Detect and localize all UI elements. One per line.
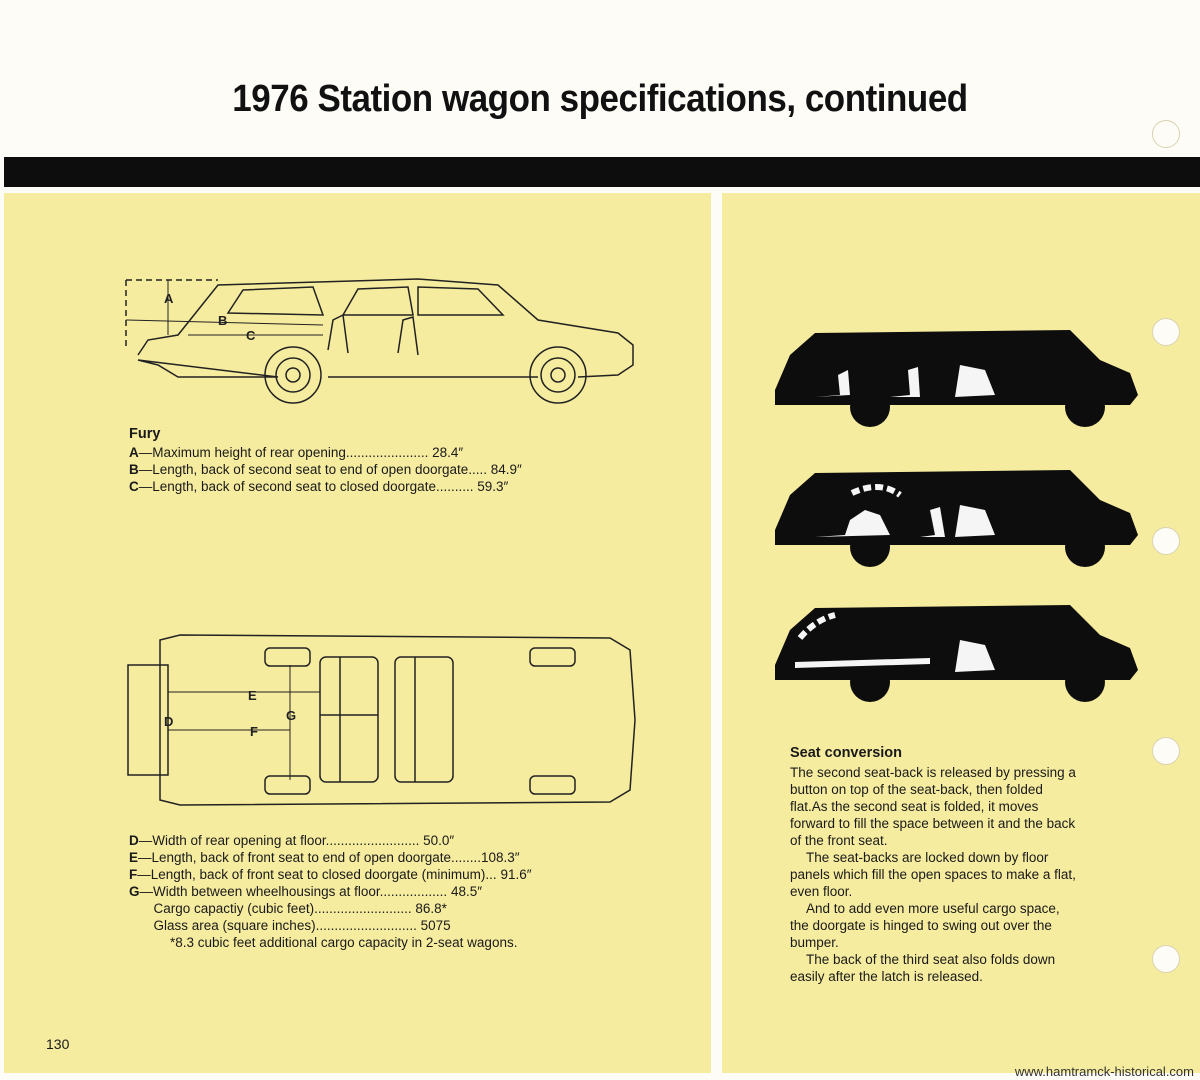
binder-hole-1 [1152,120,1180,148]
top-view-diagram [120,630,650,810]
page-title: 1976 Station wagon specifications, continued [232,78,968,120]
side-label-c: C [246,328,256,343]
top-label-e: E [248,688,257,703]
silhouette-2 [770,465,1142,575]
silhouette-1 [770,325,1142,435]
seat-paragraph-4: The back of the third seat also folds down easily after the latch is released. [790,952,1056,984]
header-bar [4,157,1200,187]
spec-f: F—Length, back of front seat to closed doorgate (minimum)... 91.6″ [129,867,532,882]
spec-b: B—Length, back of second seat to end of open doorgate..... 84.9″ [129,462,522,477]
footnote: *8.3 cubic feet additional cargo capacity in 2-seat wagons. [170,935,518,950]
spec-c: C—Length, back of second seat to closed doorgate.......... 59.3″ [129,479,509,494]
seat-paragraph-1: The second seat-back is released by pressing a button on top of the seat-back, then folded flat.As the second seat is folded, it moves forward to fill the space between it and the back of the front seat. [790,765,1076,848]
silhouette-3 [770,600,1142,710]
side-label-b: B [218,313,228,328]
side-view-diagram [118,265,648,415]
spec-glass: Glass area (square inches)........................... 5075 [146,918,451,933]
seat-conversion-heading: Seat conversion [790,745,903,761]
top-label-g: G [286,708,297,723]
top-label-d: D [164,714,174,729]
spec-d: D—Width of rear opening at floor......................... 50.0″ [129,833,455,848]
spec-cargo: Cargo capactiy (cubic feet).......................... 86.8* [146,901,447,916]
side-label-a: A [164,291,174,306]
top-label-f: F [250,724,258,739]
footer-watermark: www.hamtramck-historical.com [1014,1064,1194,1079]
spec-g: G—Width between wheelhousings at floor.................. 48.5″ [129,884,482,899]
page-number: 130 [46,1036,70,1052]
seat-paragraph-2: The seat-backs are locked down by floor panels which fill the open spaces to make a flat, even floor. [790,850,1076,899]
seat-conversion-text [790,764,1080,985]
seat-paragraph-3: And to add even more useful cargo space, the doorgate is hinged to swing out over the bumper. [790,901,1060,950]
binder-hole-2 [1152,318,1180,346]
binder-hole-4 [1152,737,1180,765]
binder-hole-5 [1152,945,1180,973]
binder-hole-3 [1152,527,1180,555]
fury-heading: Fury [129,426,161,442]
spec-a: A—Maximum height of rear opening...................... 28.4″ [129,445,464,460]
spec-e: E—Length, back of front seat to end of open doorgate........108.3″ [129,850,520,865]
